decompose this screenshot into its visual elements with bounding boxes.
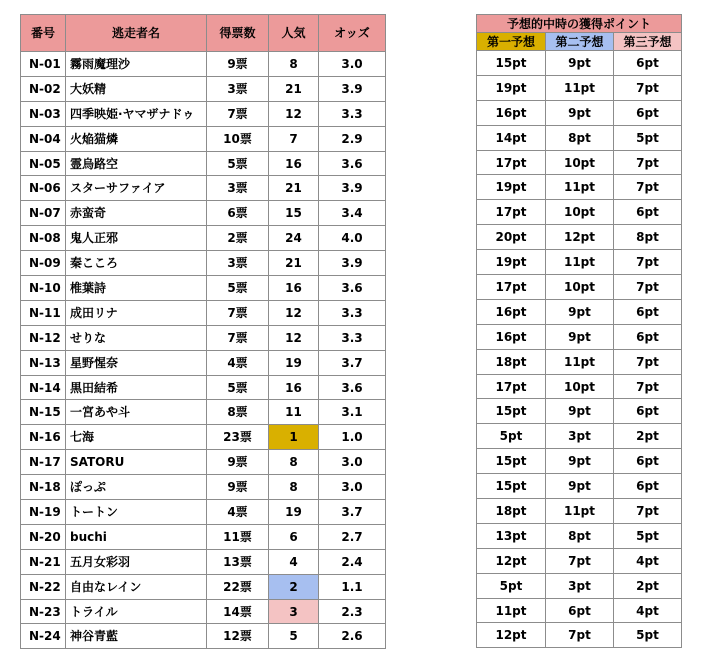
first-prediction-points: 19pt [477,175,546,200]
second-prediction-points: 9pt [546,399,614,424]
table-row [477,51,682,76]
table-row [21,375,386,400]
vote-count: 10票 [207,126,269,151]
table-row [477,374,682,399]
odds-value: 3.3 [319,101,386,126]
first-prediction-points: 17pt [477,150,546,175]
third-prediction-points: 6pt [614,51,682,76]
vote-count: 2票 [207,226,269,251]
third-prediction-points: 7pt [614,175,682,200]
odds-value: 3.4 [319,201,386,226]
popularity-rank: 8 [269,450,319,475]
first-prediction-points: 20pt [477,225,546,250]
vote-count: 12票 [207,624,269,649]
table-row [477,324,682,349]
table-row [477,399,682,424]
odds-table-header [21,15,386,52]
runner-number: N-11 [21,300,66,325]
second-prediction-points: 8pt [546,523,614,548]
second-prediction-points: 9pt [546,449,614,474]
popularity-rank: 16 [269,276,319,301]
table-row [477,125,682,150]
odds-value: 3.3 [319,325,386,350]
table-row [21,549,386,574]
runner-number: N-05 [21,151,66,176]
table-row [21,325,386,350]
vote-count: 13票 [207,549,269,574]
runner-number: N-20 [21,524,66,549]
second-prediction-points: 11pt [546,250,614,275]
second-prediction-points: 9pt [546,474,614,499]
runner-name: 神谷青藍 [66,624,207,649]
first-prediction-points: 17pt [477,200,546,225]
runner-number: N-02 [21,76,66,101]
runner-name: 七海 [66,425,207,450]
table-row [21,599,386,624]
first-prediction-points: 18pt [477,499,546,524]
odds-value: 3.0 [319,475,386,500]
first-prediction-points: 17pt [477,275,546,300]
header-votes: 得票数 [207,15,269,52]
third-prediction-points: 7pt [614,349,682,374]
first-prediction-points: 15pt [477,474,546,499]
second-prediction-points: 6pt [546,598,614,623]
first-prediction-points: 16pt [477,299,546,324]
vote-count: 9票 [207,475,269,500]
runner-number: N-06 [21,176,66,201]
runner-number: N-19 [21,500,66,525]
second-prediction-points: 8pt [546,125,614,150]
runner-number: N-03 [21,101,66,126]
third-prediction-points: 6pt [614,449,682,474]
runner-name: 四季映姫·ヤマザナドゥ [66,101,207,126]
popularity-rank: 24 [269,226,319,251]
table-row [21,176,386,201]
vote-count: 6票 [207,201,269,226]
first-prediction-points: 19pt [477,250,546,275]
second-prediction-points: 3pt [546,424,614,449]
first-prediction-points: 15pt [477,449,546,474]
vote-count: 9票 [207,52,269,77]
runner-name: buchi [66,524,207,549]
subheader-second-prediction: 第二予想 [546,33,614,51]
odds-value: 2.7 [319,524,386,549]
table-row [21,425,386,450]
popularity-rank: 12 [269,300,319,325]
table-row [21,450,386,475]
second-prediction-points: 10pt [546,200,614,225]
popularity-rank: 3 [269,599,319,624]
subheader-third-prediction: 第三予想 [614,33,682,51]
third-prediction-points: 6pt [614,299,682,324]
third-prediction-points: 4pt [614,548,682,573]
vote-count: 7票 [207,300,269,325]
table-row [477,598,682,623]
table-row [21,500,386,525]
header-popularity: 人気 [269,15,319,52]
first-prediction-points: 12pt [477,623,546,648]
popularity-rank: 21 [269,76,319,101]
first-prediction-points: 18pt [477,349,546,374]
third-prediction-points: 6pt [614,474,682,499]
runner-name: 一宮あや斗 [66,400,207,425]
odds-value: 3.7 [319,350,386,375]
second-prediction-points: 11pt [546,75,614,100]
vote-count: 4票 [207,350,269,375]
runner-number: N-16 [21,425,66,450]
first-prediction-points: 15pt [477,51,546,76]
second-prediction-points: 11pt [546,175,614,200]
odds-value: 3.9 [319,251,386,276]
third-prediction-points: 4pt [614,598,682,623]
first-prediction-points: 11pt [477,598,546,623]
third-prediction-points: 7pt [614,499,682,524]
runner-number: N-15 [21,400,66,425]
popularity-rank: 21 [269,176,319,201]
odds-table [20,14,386,649]
runner-number: N-07 [21,201,66,226]
points-table-title: 予想的中時の獲得ポイント [477,15,682,33]
runner-name: 秦こころ [66,251,207,276]
popularity-rank: 11 [269,400,319,425]
table-row [21,201,386,226]
second-prediction-points: 7pt [546,548,614,573]
second-prediction-points: 9pt [546,324,614,349]
second-prediction-points: 11pt [546,349,614,374]
runner-number: N-08 [21,226,66,251]
runner-name: スターサファイア [66,176,207,201]
second-prediction-points: 10pt [546,374,614,399]
second-prediction-points: 7pt [546,623,614,648]
odds-value: 2.4 [319,549,386,574]
table-row [21,475,386,500]
popularity-rank: 6 [269,524,319,549]
table-row [21,52,386,77]
table-row [477,200,682,225]
first-prediction-points: 5pt [477,573,546,598]
vote-count: 23票 [207,425,269,450]
odds-value: 3.0 [319,450,386,475]
vote-count: 22票 [207,574,269,599]
table-row [477,225,682,250]
runner-name: 黒田結希 [66,375,207,400]
runner-name: 大妖精 [66,76,207,101]
third-prediction-points: 7pt [614,250,682,275]
table-row [21,251,386,276]
table-row [21,524,386,549]
runner-name: 火焔猫燐 [66,126,207,151]
third-prediction-points: 5pt [614,523,682,548]
runner-number: N-22 [21,574,66,599]
table-row [21,151,386,176]
runner-name: 椎葉詩 [66,276,207,301]
table-row [477,349,682,374]
odds-value: 3.6 [319,276,386,301]
first-prediction-points: 16pt [477,100,546,125]
runner-name: 星野惺奈 [66,350,207,375]
subheader-first-prediction: 第一予想 [477,33,546,51]
runner-name: 五月女彩羽 [66,549,207,574]
third-prediction-points: 6pt [614,399,682,424]
runner-name: 自由なレイン [66,574,207,599]
table-row [21,76,386,101]
table-row [477,449,682,474]
popularity-rank: 4 [269,549,319,574]
odds-value: 2.9 [319,126,386,151]
runner-number: N-10 [21,276,66,301]
popularity-rank: 16 [269,151,319,176]
third-prediction-points: 8pt [614,225,682,250]
odds-value: 3.7 [319,500,386,525]
first-prediction-points: 12pt [477,548,546,573]
third-prediction-points: 2pt [614,424,682,449]
runner-number: N-18 [21,475,66,500]
runner-number: N-09 [21,251,66,276]
table-row [477,175,682,200]
vote-count: 7票 [207,101,269,126]
runner-name: 赤蛮奇 [66,201,207,226]
second-prediction-points: 9pt [546,299,614,324]
table-row [477,548,682,573]
runner-number: N-24 [21,624,66,649]
odds-value: 3.6 [319,375,386,400]
table-row [21,276,386,301]
odds-value: 2.3 [319,599,386,624]
table-row [477,523,682,548]
runner-number: N-17 [21,450,66,475]
table-row [21,400,386,425]
vote-count: 8票 [207,400,269,425]
third-prediction-points: 2pt [614,573,682,598]
first-prediction-points: 19pt [477,75,546,100]
vote-count: 3票 [207,176,269,201]
table-row [477,100,682,125]
runner-number: N-13 [21,350,66,375]
second-prediction-points: 12pt [546,225,614,250]
vote-count: 5票 [207,375,269,400]
runner-name: SATORU [66,450,207,475]
popularity-rank: 12 [269,325,319,350]
second-prediction-points: 10pt [546,150,614,175]
third-prediction-points: 7pt [614,75,682,100]
runner-name: 霊烏路空 [66,151,207,176]
table-row [21,574,386,599]
popularity-rank: 12 [269,101,319,126]
odds-value: 4.0 [319,226,386,251]
popularity-rank: 19 [269,500,319,525]
odds-value: 1.1 [319,574,386,599]
table-row [477,499,682,524]
table-row [21,101,386,126]
table-row [477,424,682,449]
runner-name: トートン [66,500,207,525]
vote-count: 4票 [207,500,269,525]
third-prediction-points: 5pt [614,623,682,648]
second-prediction-points: 9pt [546,51,614,76]
popularity-rank: 2 [269,574,319,599]
odds-value: 3.9 [319,176,386,201]
table-row [477,250,682,275]
runner-name: 成田リナ [66,300,207,325]
odds-value: 2.6 [319,624,386,649]
first-prediction-points: 17pt [477,374,546,399]
third-prediction-points: 5pt [614,125,682,150]
runner-name: 鬼人正邪 [66,226,207,251]
table-row [21,126,386,151]
first-prediction-points: 13pt [477,523,546,548]
odds-value: 3.3 [319,300,386,325]
runner-number: N-21 [21,549,66,574]
runner-name: ぽっぷ [66,475,207,500]
popularity-rank: 8 [269,52,319,77]
first-prediction-points: 16pt [477,324,546,349]
runner-name: 霧雨魔理沙 [66,52,207,77]
odds-value: 3.9 [319,76,386,101]
third-prediction-points: 6pt [614,200,682,225]
odds-value: 1.0 [319,425,386,450]
odds-value: 3.1 [319,400,386,425]
third-prediction-points: 7pt [614,150,682,175]
vote-count: 14票 [207,599,269,624]
popularity-rank: 8 [269,475,319,500]
header-runner-name: 逃走者名 [66,15,207,52]
vote-count: 5票 [207,151,269,176]
second-prediction-points: 10pt [546,275,614,300]
table-row [21,624,386,649]
popularity-rank: 16 [269,375,319,400]
table-row [477,150,682,175]
points-table [476,14,682,648]
vote-count: 3票 [207,76,269,101]
vote-count: 3票 [207,251,269,276]
second-prediction-points: 3pt [546,573,614,598]
runner-name: せりな [66,325,207,350]
table-row [477,573,682,598]
third-prediction-points: 7pt [614,275,682,300]
third-prediction-points: 7pt [614,374,682,399]
header-odds: オッズ [319,15,386,52]
popularity-rank: 21 [269,251,319,276]
table-row [21,226,386,251]
second-prediction-points: 9pt [546,100,614,125]
popularity-rank: 15 [269,201,319,226]
third-prediction-points: 6pt [614,100,682,125]
popularity-rank: 1 [269,425,319,450]
runner-number: N-04 [21,126,66,151]
table-row [477,623,682,648]
first-prediction-points: 15pt [477,399,546,424]
odds-value: 3.6 [319,151,386,176]
vote-count: 9票 [207,450,269,475]
table-row [477,75,682,100]
third-prediction-points: 6pt [614,324,682,349]
header-number: 番号 [21,15,66,52]
table-row [21,300,386,325]
popularity-rank: 19 [269,350,319,375]
vote-count: 7票 [207,325,269,350]
runner-number: N-23 [21,599,66,624]
runner-name: トライル [66,599,207,624]
runner-number: N-14 [21,375,66,400]
odds-value: 3.0 [319,52,386,77]
table-row [21,350,386,375]
second-prediction-points: 11pt [546,499,614,524]
popularity-rank: 7 [269,126,319,151]
table-row [477,474,682,499]
runner-number: N-01 [21,52,66,77]
popularity-rank: 5 [269,624,319,649]
table-row [477,299,682,324]
vote-count: 11票 [207,524,269,549]
runner-number: N-12 [21,325,66,350]
first-prediction-points: 14pt [477,125,546,150]
table-row [477,275,682,300]
vote-count: 5票 [207,276,269,301]
first-prediction-points: 5pt [477,424,546,449]
